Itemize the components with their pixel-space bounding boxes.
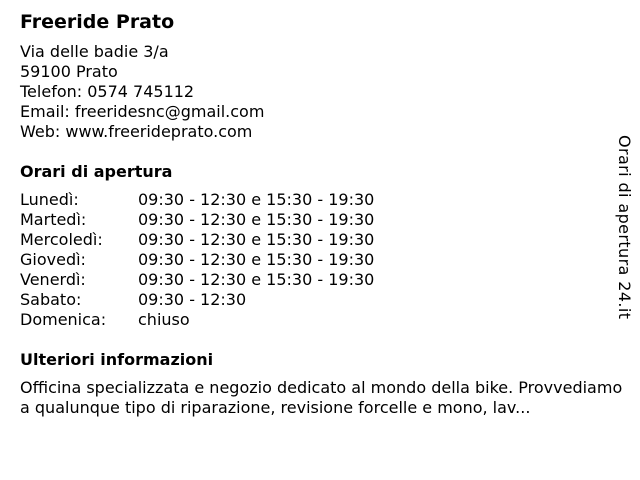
day-label: Venerdì: [20, 270, 86, 289]
day-label: Sabato: [20, 290, 82, 309]
hours-row-saturday [20, 290, 630, 310]
time-value: 09:30 - 12:30 e 15:30 - 19:30 [138, 210, 375, 229]
business-name: Freeride Prato [20, 11, 175, 33]
address-line: Via delle badie 3/a [20, 42, 169, 61]
day-label: Domenica: [20, 310, 107, 329]
phone-line[interactable]: Telefon: 0574 745112 [20, 82, 195, 101]
day-label: Lunedì: [20, 190, 79, 209]
hours-title: Orari di apertura [20, 162, 173, 181]
day-label: Giovedì: [20, 250, 86, 269]
hours-row-thursday [20, 250, 630, 270]
day-label: Mercoledì: [20, 230, 103, 249]
web-line[interactable]: Web: www.freerideprato.com [20, 122, 253, 141]
hours-table [20, 190, 630, 330]
email-line[interactable]: Email: freeridesnc@gmail.com [20, 102, 265, 121]
time-value: chiuso [138, 310, 190, 329]
time-value: 09:30 - 12:30 e 15:30 - 19:30 [138, 250, 375, 269]
hours-row-tuesday [20, 210, 630, 230]
contact-block [20, 42, 630, 142]
info-title: Ulteriori informazioni [20, 350, 214, 369]
info-text: Officina specializzata e negozio dedicato al mondo della bike. Provvediamo a qualunque tipo di riparazione, revisione forcelle e mono, lav... [20, 378, 623, 417]
time-value: 09:30 - 12:30 e 15:30 - 19:30 [138, 270, 375, 289]
hours-row-wednesday [20, 230, 630, 250]
hours-row-sunday [20, 310, 630, 330]
hours-row-friday [20, 270, 630, 290]
business-card [20, 8, 630, 418]
city-line: 59100 Prato [20, 62, 118, 81]
time-value: 09:30 - 12:30 e 15:30 - 19:30 [138, 190, 375, 209]
watermark: Orari di apertura 24.it [615, 135, 634, 320]
time-value: 09:30 - 12:30 e 15:30 - 19:30 [138, 230, 375, 249]
hours-row-monday [20, 190, 630, 210]
day-label: Martedì: [20, 210, 87, 229]
time-value: 09:30 - 12:30 [138, 290, 247, 309]
